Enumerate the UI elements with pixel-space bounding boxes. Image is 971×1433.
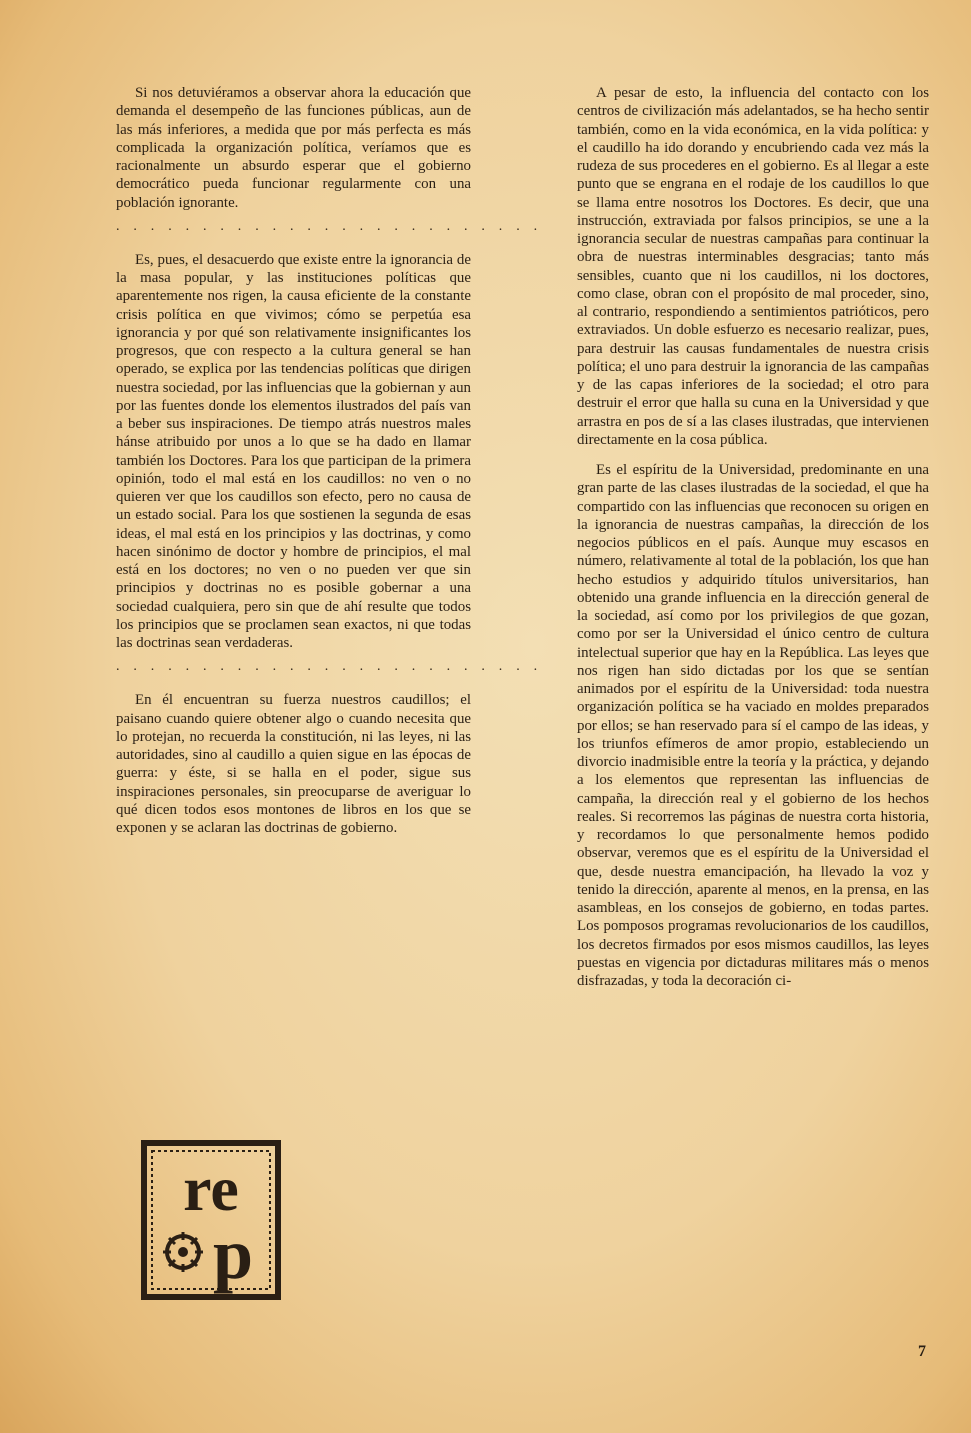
page-number: 7 bbox=[918, 1343, 926, 1360]
rep-monogram-stamp-icon bbox=[141, 1140, 281, 1300]
right-column bbox=[577, 84, 929, 990]
right-paragraph-1: A pesar de esto, la influencia del contacto con los centros de civilización más adelantados, se ha hecho sentir también, como en la vida económica, en la vida política: y el caudillo ha ido dorando y encubriendo cada vez más la rudeza de sus procederes en el gobierno. Es al llegar a este punto que se engrana en el rodaje de los caudillos lo que se llama entre nosotros los Doctores. Es decir, que una instrucción, extraviada por falsos principios, se une a la ignorancia secular de nuestras campañas para continuar la obra de nuestras interminables desgracias; tanto más sensibles, cuanto que ni los caudillos, ni los doctores, como clase, obran con el propósito de mal proceder, sino, al contrario, respondiendo a sentimientos patrióticos, pero extraviados. Un doble esfuerzo es necesario realizar, pues, para destruir las causas fundamentales de nuestra crisis política; el uno para destruir la ignorancia de las campañas y de las capas inferiores de la sociedad; el otro para destruir el error que halla su cuna en la Universidad y que arrastra en pos de sí a las clases ilustradas, que intervienen directamente en la cosa pública. bbox=[577, 85, 929, 448]
dotted-separator-2: . . . . . . . . . . . . . . . . . . . . . . . . . bbox=[116, 659, 543, 675]
left-paragraph-3: En él encuentran su fuerza nuestros caudillos; el paisano cuando quiere obtener algo o cuando necesita que lo protejan, no recuerda la constitución, ni las leyes, ni las autoridades, sino al caudillo a quien sigue en las épocas de guerra: y éste, si se halla en el poder, sigue sus inspiraciones personales, sin preocuparse de averiguar lo qué dicen todos esos montones de libros en los que se exponen y se aclaran las doctrinas de gobierno. bbox=[116, 692, 471, 836]
svg-text:re: re bbox=[183, 1153, 239, 1224]
left-column bbox=[116, 84, 543, 837]
left-paragraph-2: Es, pues, el desacuerdo que existe entre la ignorancia de la masa popular, y las instituciones políticas que aparentemente nos rigen, la causa eficiente de la constante crisis política en que vivimos; cómo se perpetúa esa ignorancia y por qué son relativamente insignificantes los progresos, que con respecto a la cultura general se han operado, se explica por las tendencias políticas que dirigen nuestra sociedad, por las influencias que la gobiernan y aun por las fuentes donde los elementos ilustrados del país van a beber sus inspiraciones. De tiempo atrás nuestros males hánse atribuido por unos a lo que se ha dado en llamar también los Doctores. Para los que participan de la primera opinión, todo el mal está en los caudillos: no ven o no quieren ver que los caudillos son efecto, pero no causa de un estado social. Para los que sostienen la segunda de esas ideas, el mal está en los principios y las doctrinas, y como hacen sinónimo de doctor y hombre de principios, el mal está en los doctores; no ven o no pueden ver que sin principios y doctrinas no es posible gobernar a una sociedad cualquiera, pero sin que de ahí resulte que todos los principios que se proclamen sean exactos, ni que todas las doctrinas sean verdaderas. bbox=[116, 251, 471, 651]
right-paragraph-2: Es el espíritu de la Universidad, predominante en una gran parte de las clases ilustradas de la sociedad, el que ha compartido con las influencias que reconocen su origen en la ignorancia de nuestras campañas, la dirección de los negocios públicos en el país. Aunque muy escasos en número, relativamente al total de la población, los que han hecho estudios y adquirido títulos universitarios, han obtenido una grande influencia en la dirección general de la sociedad, así como por los privilegios de que gozan, como por ser la Universidad el único centro de cultura intelectual superior que hay en la República. Las leyes que nos rigen han sido dictadas por los que se sentían animados por el espíritu de la Universidad: toda nuestra organización política se ha vaciado en moldes preparados por ellos; se han reservado para sí el campo de las ideas, y los triunfos efímeros de amor propio, estableciendo un divorcio inadmisible entre la teoría y la práctica, y dejando a los elementos que representan las influencias de campaña, la dirección real y el gobierno de los hechos reales. Si recorremos las páginas de nuestra corta historia, y recordamos lo que personalmente hemos podido observar, veremos que es el espíritu de la Universidad el que, desde nuestra emancipación, ha llevado la voz y tenido la dirección, aparente al menos, en la prensa, en las asambleas, en los consejos de gobierno, en todas partes. Los pomposos programas revolucionarios de los caudillos, los decretos firmados por esos mismos caudillos, las leyes puestas en vigencia por dictaduras militares más o menos disfrazadas, y toda la decoración ci- bbox=[577, 462, 929, 989]
dotted-separator-1: . . . . . . . . . . . . . . . . . . . . . . . . . bbox=[116, 218, 543, 234]
svg-text:p: p bbox=[212, 1214, 254, 1294]
left-paragraph-1: Si nos detuviéramos a observar ahora la educación que demanda el desempeño de las funciones públicas, aun de las más inferiores, a medida que por más perfecta es más complicada la organización política, veríamos que es racionalmente un absurdo esperar que el gobierno democrático pueda funcionar regularmente con una población ignorante. bbox=[116, 85, 471, 211]
